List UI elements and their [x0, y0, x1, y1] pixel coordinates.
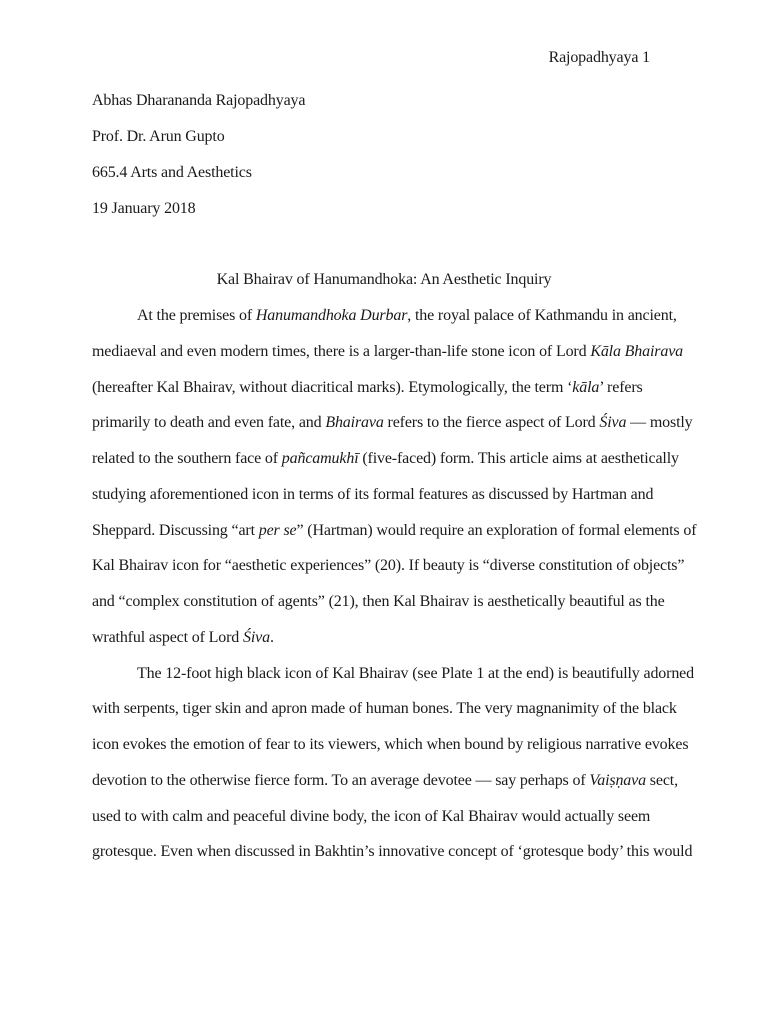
- paragraph-1-line: [92, 556, 684, 576]
- italic-text: Kāla Bhairava: [590, 342, 684, 360]
- italic-text: per se: [258, 521, 297, 539]
- paragraph-1-line: [92, 521, 696, 541]
- professor-name: Prof. Dr. Arun Gupto: [92, 128, 225, 145]
- paragraph-1-line: [92, 413, 693, 433]
- text-segment: refers to the fierce aspect of Lord: [383, 414, 600, 432]
- paper-title: Kal Bhairav of Hanumandhoka: An Aesthetic Inquiry: [216, 271, 552, 288]
- text-segment: ’ refers: [599, 378, 643, 396]
- text-segment: sect,: [645, 771, 678, 789]
- paragraph-1-line: [92, 628, 274, 648]
- text-segment: Sheppard. Discussing “art: [92, 521, 259, 539]
- paragraph-2-line: [92, 735, 688, 755]
- paragraph-2-line: [92, 771, 678, 791]
- paragraph-2-line: [137, 664, 694, 684]
- italic-text: Bhairava: [325, 414, 384, 432]
- text-segment: The 12-foot high black icon of Kal Bhairav (see Plate 1 at the end) is beautifully adorned: [137, 664, 694, 682]
- text-segment: (hereafter Kal Bhairav, without diacritical marks). Etymologically, the term ‘: [92, 378, 573, 396]
- text-segment: icon evokes the emotion of fear to its viewers, which when bound by religious narrative evokes: [92, 736, 689, 753]
- text-segment: primarily to death and even fate, and: [92, 414, 326, 432]
- italic-text: Vaiṣṇava: [589, 771, 646, 789]
- author-name: Abhas Dharananda Rajopadhyaya: [92, 92, 306, 109]
- paragraph-1-line: [92, 342, 683, 362]
- text-segment: Kal Bhairav icon for “aesthetic experiences” (20). If beauty is “diverse constitution of objects”: [92, 557, 685, 575]
- italic-text: Śiva: [243, 628, 270, 646]
- paragraph-1-line: [92, 378, 643, 398]
- text-segment: with serpents, tiger skin and apron made of human bones. The very magnanimity of the black: [92, 700, 677, 718]
- italic-text: kāla: [572, 378, 600, 396]
- text-segment: mediaeval and even modern times, there is a larger-than-life stone icon of Lord: [92, 342, 591, 360]
- text-segment: grotesque. Even when discussed in Bakhtin’s innovative concept of ‘grotesque body’ this would: [92, 843, 693, 861]
- date: 19 January 2018: [92, 200, 196, 217]
- text-segment: ” (Hartman) would require an exploration of formal elements of: [296, 521, 697, 539]
- paragraph-2-line: [92, 842, 692, 862]
- course-name: 665.4 Arts and Aesthetics: [92, 164, 252, 181]
- text-segment: — mostly: [626, 414, 693, 432]
- paragraph-1-line: [137, 306, 677, 326]
- text-segment: related to the southern face of: [92, 450, 282, 467]
- text-segment: and “complex constitution of agents” (21), then Kal Bhairav is aesthetically beautiful as the: [92, 593, 665, 610]
- text-segment: (five-faced) form. This article aims at aesthetically: [358, 450, 679, 467]
- text-segment: wrathful aspect of Lord: [92, 628, 244, 646]
- text-segment: studying aforementioned icon in terms of its formal features as discussed by Hartman and: [92, 485, 654, 503]
- paragraph-2-line: [92, 699, 677, 719]
- text-segment: devotion to the otherwise fierce form. To an average devotee — say perhaps of: [92, 771, 590, 789]
- text-segment: .: [269, 628, 274, 646]
- paragraph-1-line: [92, 449, 679, 469]
- text-segment: , the royal palace of Kathmandu in ancient,: [407, 307, 677, 324]
- paragraph-1-line: [92, 485, 653, 505]
- italic-text: pañcamukhī: [281, 450, 359, 467]
- italic-text: Śiva: [599, 414, 627, 432]
- paragraph-2-line: [92, 807, 650, 827]
- running-header: Rajopadhyaya 1: [548, 49, 650, 66]
- text-segment: At the premises of: [137, 307, 256, 324]
- paragraph-1-line: [92, 592, 665, 612]
- text-segment: used to with calm and peaceful divine body, the icon of Kal Bhairav would actually seem: [92, 807, 651, 825]
- italic-text: Hanumandhoka Durbar: [255, 307, 408, 324]
